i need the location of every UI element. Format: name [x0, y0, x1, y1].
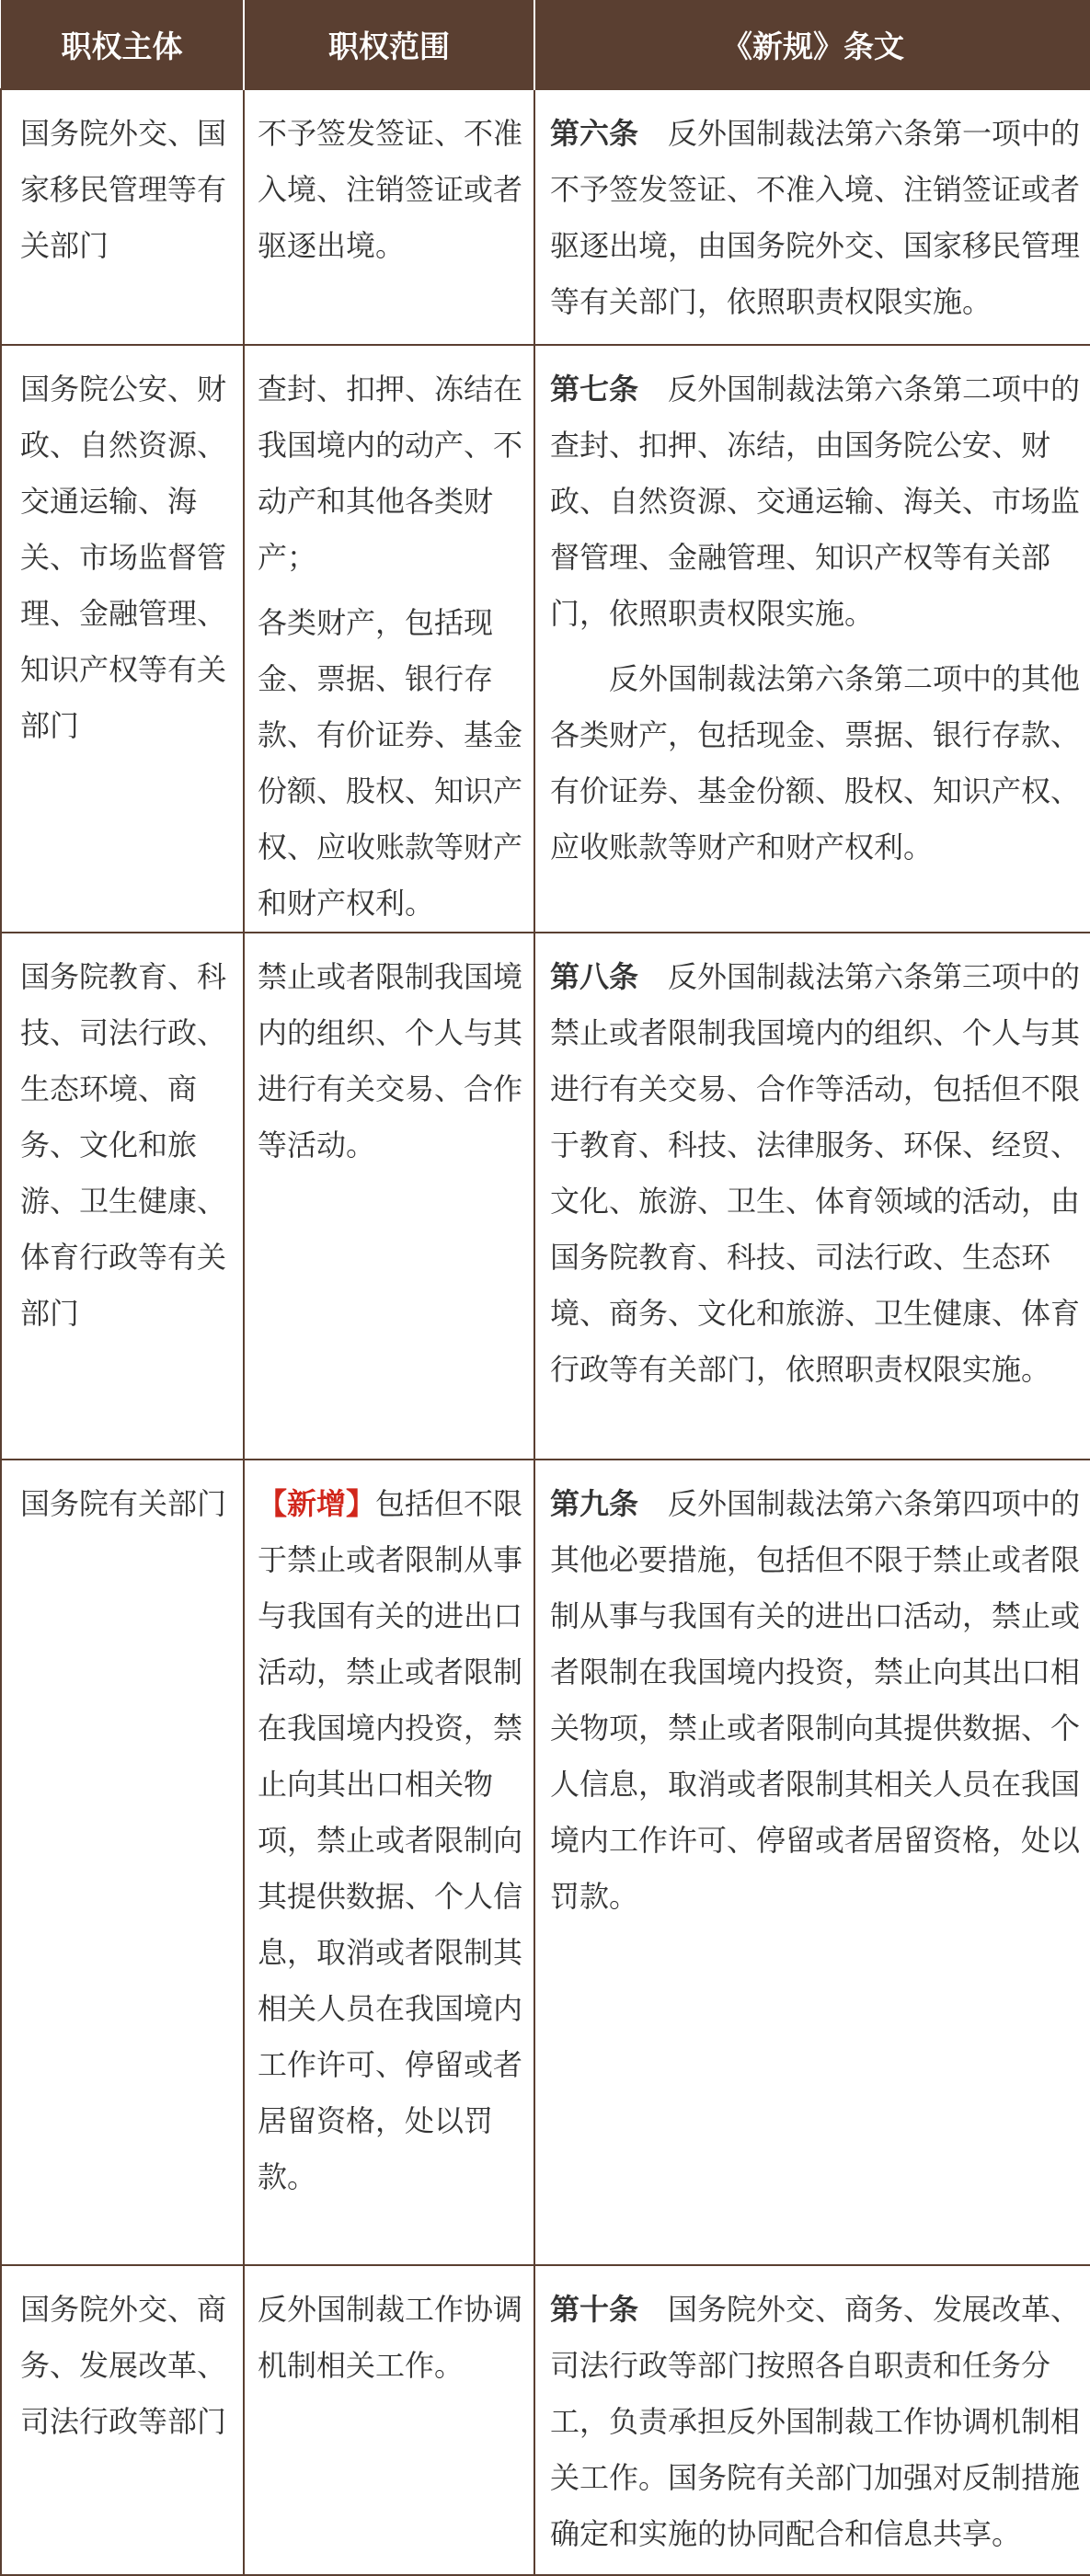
scope-cell — [244, 933, 534, 1460]
table-row — [1, 345, 1090, 933]
clause-text — [550, 106, 1083, 330]
article-number: 第八条 — [550, 959, 639, 994]
subject-cell: 国务院外交、商务、发展改革、司法行政等部门 — [1, 2265, 244, 2575]
clause-body: 反外国制裁法第六条第一项中的不予签发签证、不准入境、注销签证或者驱逐出境，由国务院外交、国家移民管理等有关部门，依照职责权限实施。 — [550, 116, 1081, 319]
clause-body: 反外国制裁法第六条第二项中的查封、扣押、冻结，由国务院公安、财政、自然资源、交通运输、海关、市场监督管理、金融管理、知识产权等有关部门，依照职责权限实施。 — [550, 372, 1081, 631]
table-row — [1, 933, 1090, 1460]
header-subject: 职权主体 — [1, 0, 244, 89]
subject-cell: 国务院有关部门 — [1, 1460, 244, 2265]
scope-text: 反外国制裁工作协调机制相关工作。 — [258, 2292, 523, 2383]
article-number: 第七条 — [550, 372, 639, 406]
clause-text — [550, 361, 1083, 642]
scope-cell — [244, 2265, 534, 2575]
clause-cell — [534, 933, 1090, 1460]
table-row — [1, 1460, 1090, 2265]
clause-cell — [534, 2265, 1090, 2575]
header-clause: 《新规》条文 — [534, 0, 1090, 89]
clause-body: 反外国制裁法第六条第三项中的禁止或者限制我国境内的组织、个人与其进行有关交易、合作等活动，包括但不限于教育、科技、法律服务、环保、经贸、文化、旅游、卫生、体育领域的活动，由国务院教育、科技、司法行政、生态环境、商务、文化和旅游、卫生健康、体育行政等有关部门，依照职责权限实施。 — [550, 959, 1081, 1387]
article-number: 第九条 — [550, 1486, 639, 1521]
scope-text: 各类财产，包括现金、票据、银行存款、有价证券、基金份额、股权、知识产权、应收账款等财产和财产权利。 — [258, 605, 523, 921]
scope-cell — [244, 345, 534, 933]
clause-text — [550, 1476, 1083, 1925]
clause-cell — [534, 345, 1090, 933]
article-number: 第六条 — [550, 116, 639, 151]
clause-text: 反外国制裁法第六条第二项中的其他各类财产，包括现金、票据、银行存款、有价证券、基金份额、股权、知识产权、应收账款等财产和财产权利。 — [550, 661, 1081, 864]
scope-text: 不予签发签证、不准入境、注销签证或者驱逐出境。 — [258, 116, 523, 263]
table-row — [1, 2265, 1090, 2575]
clause-cell — [534, 89, 1090, 345]
scope-text — [258, 1476, 524, 2205]
scope-cell — [244, 89, 534, 345]
clause-body: 反外国制裁法第六条第四项中的其他必要措施，包括但不限于禁止或者限制从事与我国有关的进出口活动，禁止或者限制在我国境内投资，禁止向其出口相关物项，禁止或者限制向其提供数据、个人信息，取消或者限制其相关人员在我国境内工作许可、停留或者居留资格，处以罚款。 — [550, 1486, 1081, 1914]
scope-text: 查封、扣押、冻结在我国境内的动产、不动产和其他各类财产； — [258, 372, 523, 575]
clause-cell — [534, 1460, 1090, 2265]
clause-body: 国务院外交、商务、发展改革、司法行政等部门按照各自职责和任务分工，负责承担反外国制裁工作协调机制相关工作。国务院有关部门加强对反制措施确定和实施的协同配合和信息共享。 — [550, 2292, 1081, 2551]
new-tag: 【新增】 — [258, 1486, 376, 1521]
clause-text — [550, 2282, 1083, 2562]
subject-cell: 国务院外交、国家移民管理等有关部门 — [1, 89, 244, 345]
subject-cell: 国务院公安、财政、自然资源、交通运输、海关、市场监督管理、金融管理、知识产权等有关部门 — [1, 345, 244, 933]
clause-text — [550, 949, 1083, 1398]
table-header-row — [1, 0, 1090, 89]
scope-body: 包括但不限于禁止或者限制从事与我国有关的进出口活动，禁止或者限制在我国境内投资，禁止向其出口相关物项，禁止或者限制向其提供数据、个人信息，取消或者限制其相关人员在我国境内工作许可、停留或者居留资格，处以罚款。 — [258, 1486, 523, 2194]
table-row — [1, 89, 1090, 345]
subject-cell: 国务院教育、科技、司法行政、生态环境、商务、文化和旅游、卫生健康、体育行政等有关部门 — [1, 933, 244, 1460]
article-number: 第十条 — [550, 2292, 639, 2327]
header-scope: 职权范围 — [244, 0, 534, 89]
scope-text: 禁止或者限制我国境内的组织、个人与其进行有关交易、合作等活动。 — [258, 959, 523, 1162]
scope-cell — [244, 1460, 534, 2265]
